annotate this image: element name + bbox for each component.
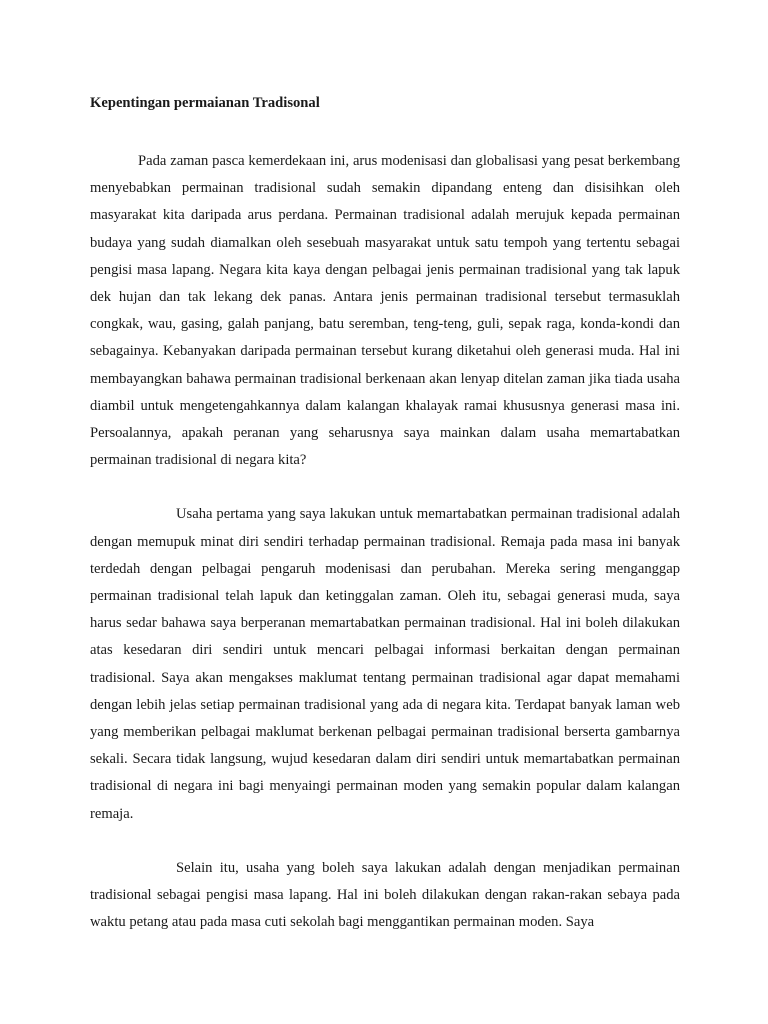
paragraph-first-effort: Usaha pertama yang saya lakukan untuk memartabatkan permainan tradisional adalah dengan memupuk minat diri sendiri terhadap permainan tradisional. Remaja pada masa ini banyak terdedah dengan pelbagai pengaruh modenisasi dan perubahan. Mereka sering menganggap permainan tradisional telah lapuk dan ketinggalan zaman. Oleh itu, sebagai generasi muda, saya harus sedar bahawa saya berperanan memartabatkan permainan tradisional. Hal ini boleh dilakukan atas kesedaran diri sendiri untuk mencari pelbagai informasi berkaitan dengan permainan tradisional. Saya akan mengakses maklumat tentang permainan tradisional agar dapat memahami dengan lebih jelas setiap permainan tradisional yang ada di negara kita. Terdapat banyak laman web yang memberikan pelbagai maklumat berkenan pelbagai permainan tradisional berserta gambarnya sekali. Secara tidak langsung, wujud kesedaran dalam diri sendiri untuk memartabatkan permainan tradisional di negara ini bagi menyaingi permainan moden yang semakin popular dalam kalangan remaja. xyxy=(90,506,680,822)
paragraph-intro: Pada zaman pasca kemerdekaan ini, arus modenisasi dan globalisasi yang pesat berkembang menyebabkan permainan tradisional sudah semakin dipandang enteng dan disisihkan oleh masyarakat kita daripada arus perdana. Permainan tradisional adalah merujuk kepada permainan budaya yang sudah diamalkan oleh sesebuah masyarakat untuk satu tempoh yang tertentu sebagai pengisi masa lapang. Negara kita kaya dengan pelbagai jenis permainan tradisional yang tak lapuk dek hujan dan tak lekang dek panas. Antara jenis permainan tradisional tersebut termasuklah congkak, wau, gasing, galah panjang, batu seremban, teng-teng, guli, sepak raga, konda-kondi dan sebagainya. Kebanyakan daripada permainan tersebut kurang diketahui oleh generasi muda. Hal ini membayangkan bahawa permainan tradisional berkenaan akan lenyap ditelan zaman jika tiada usaha diambil untuk mengetengahkannya dalam kalangan khalayak ramai khususnya generasi masa ini. Persoalannya, apakah peranan yang seharusnya saya mainkan dalam usaha memartabatkan permainan tradisional di negara kita? xyxy=(90,153,680,469)
paragraph-second-effort: Selain itu, usaha yang boleh saya lakukan adalah dengan menjadikan permainan tradisional sebagai pengisi masa lapang. Hal ini boleh dilakukan dengan rakan-rakan sebaya pada waktu petang atau pada masa cuti sekolah bagi menggantikan permainan moden. Saya xyxy=(90,859,680,931)
document-title: Kepentingan permaianan Tradisonal xyxy=(90,95,320,111)
